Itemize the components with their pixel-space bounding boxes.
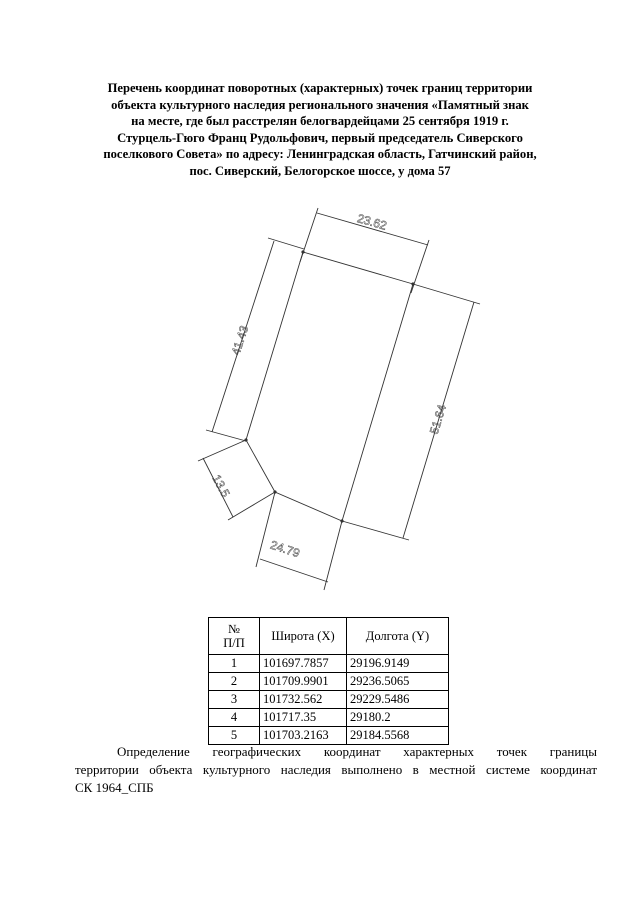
row-number: 1 [209, 655, 260, 673]
table-row [209, 727, 449, 745]
coordinates-table [208, 617, 449, 745]
table-row [209, 709, 449, 727]
latitude-cell: 101709.9901 [260, 673, 347, 691]
dimension-label-right: 51.64 [426, 402, 450, 436]
title-line: объекта культурного наследия регионального значения «Памятный знак [111, 97, 529, 112]
latitude-cell: 101697.7857 [260, 655, 347, 673]
title-line: пос. Сиверский, Белогорское шоссе, у дома 57 [189, 163, 451, 178]
extension-line [206, 430, 246, 441]
longitude-cell: 29184.5568 [347, 727, 449, 745]
longitude-cell: 29236.5065 [347, 673, 449, 691]
note-line: СК 1964_СПБ [75, 780, 154, 795]
note-line: территории объекта культурного наследия выполнено в местной системе координат [75, 762, 597, 777]
boundary-line [246, 252, 413, 521]
title-line: Стурцель-Гюго Франц Рудольфович, первый председатель Сиверского [117, 130, 523, 145]
dimension-label-bottom: 24.79 [268, 537, 302, 561]
dimension-label-left: 41.43 [228, 323, 252, 357]
boundary-point [340, 519, 343, 522]
latitude-cell: 101703.2163 [260, 727, 347, 745]
boundary-point [244, 438, 247, 441]
latitude-cell: 101732.562 [260, 691, 347, 709]
extension-line [198, 440, 246, 461]
extension-line [228, 492, 275, 520]
extension-line [324, 521, 342, 590]
title-line: поселкового Совета» по адресу: Ленинградская область, Гатчинский район, [103, 147, 537, 162]
table-row [209, 655, 449, 673]
row-number: 4 [209, 709, 260, 727]
header-number: № П/П [209, 618, 260, 655]
title-line: Перечень координат поворотных (характерных) точек границ территории [107, 81, 533, 95]
latitude-cell: 101717.35 [260, 709, 347, 727]
dimension-label-short: 13.5 [209, 472, 233, 500]
row-number: 2 [209, 673, 260, 691]
extension-line [342, 521, 409, 540]
extension-line [256, 492, 275, 567]
extension-line [413, 284, 480, 304]
boundary-point [273, 490, 276, 493]
boundary-point [411, 282, 414, 285]
header-latitude: Широта (X) [260, 618, 347, 655]
row-number: 3 [209, 691, 260, 709]
dimension-label-top: 23.62 [355, 211, 389, 233]
header-longitude: Долгота (Y) [347, 618, 449, 655]
longitude-cell: 29229.5486 [347, 691, 449, 709]
table-row [209, 691, 449, 709]
dimension-line [260, 559, 328, 582]
longitude-cell: 29196.9149 [347, 655, 449, 673]
table-row [209, 673, 449, 691]
table-header-row [209, 618, 449, 655]
longitude-cell: 29180.2 [347, 709, 449, 727]
note-paragraph [75, 743, 597, 797]
note-line: Определение географических координат характерных точек границы [117, 744, 597, 759]
title-line: на месте, где был расстрелян белогвардейцами 25 сентября 1919 г. [131, 114, 509, 129]
row-number: 5 [209, 727, 260, 745]
boundary-point [301, 250, 304, 253]
